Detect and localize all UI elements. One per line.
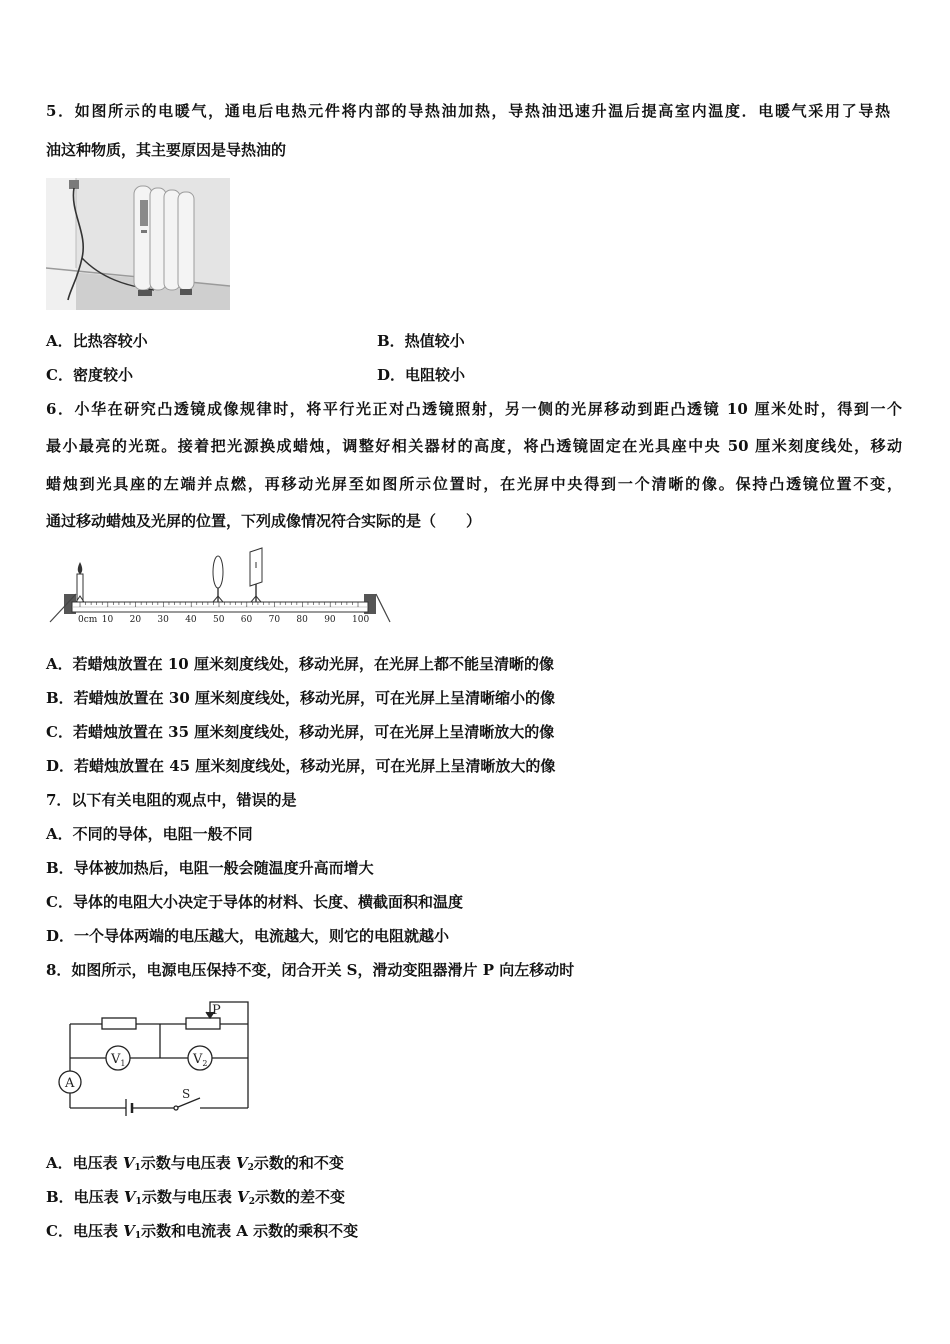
ruler-label: 70 [268, 615, 281, 625]
switch-label: S [182, 1087, 191, 1101]
ruler-label: 0cm [78, 615, 98, 625]
ruler-label: 50 [213, 615, 225, 625]
q8-option-c: C．电压表 $V_1$示数和电流表 A 示数的乘积不变 [46, 1222, 359, 1241]
ruler-label: 60 [240, 615, 253, 625]
q5-stem-line2: 油这种物质，其主要原因是导热油的 [46, 141, 287, 159]
ruler-label: 20 [129, 615, 142, 625]
q5-option-a: A．比热容较小 [46, 332, 148, 350]
q7-option-a: A．不同的导体，电阻一般不同 [46, 825, 253, 843]
ruler-label: 30 [157, 615, 169, 625]
q6-option-c: C．若蜡烛放置在 35 厘米刻度线处，移动光屏，可在光屏上呈清晰放大的像 [46, 723, 555, 741]
q8-option-a: A．电压表 $V_1$示数与电压表 $V_2$示数的和不变 [46, 1154, 344, 1173]
q5-option-c: C．密度较小 [46, 366, 133, 384]
optical-bench-figure [46, 544, 392, 630]
ammeter-label: A [65, 1076, 75, 1091]
q6-stem-line4: 通过移动蜡烛及光屏的位置，下列成像情况符合实际的是（ ） [46, 512, 482, 530]
q8-option-b: B．电压表 $V_1$示数与电压表 $V_2$示数的差不变 [46, 1188, 345, 1207]
q7-option-b: B．导体被加热后，电阻一般会随温度升高而增大 [46, 859, 374, 877]
q5-stem-line1: 5．如图所示的电暖气，通电后电热元件将内部的导热油加热，导热油迅速升温后提高室内温度．电暖气采用了导热 [46, 102, 890, 120]
ruler-label: 40 [185, 615, 197, 625]
q5-option-b: B．热值较小 [377, 332, 465, 350]
ruler-label: 90 [324, 615, 336, 625]
q6-option-b: B．若蜡烛放置在 30 厘米刻度线处，移动光屏，可在光屏上呈清晰缩小的像 [46, 689, 555, 707]
voltmeter-v1-label: $V_1$ [111, 1052, 126, 1068]
q8-stem: 8．如图所示，电源电压保持不变，闭合开关 S，滑动变阻器滑片 P 向左移动时 [46, 961, 575, 979]
circuit-diagram [54, 998, 254, 1116]
electric-heater-photo [46, 178, 230, 310]
q6-stem-line1: 6．小华在研究凸透镜成像规律时，将平行光正对凸透镜照射，另一侧的光屏移动到距凸透镜 10 厘米处时，得到一个 [46, 400, 902, 418]
q6-stem-line2: 最小最亮的光斑。接着把光源换成蜡烛，调整好相关器材的高度，将凸透镜固定在光具座中央 50 厘米刻度线处，移动 [46, 437, 902, 455]
q7-option-c: C．导体的电阻大小决定于导体的材料、长度、横截面积和温度 [46, 893, 463, 911]
q5-option-d: D．电阻较小 [377, 366, 466, 384]
ruler-label: 10 [101, 615, 114, 625]
q6-option-d: D．若蜡烛放置在 45 厘米刻度线处，移动光屏，可在光屏上呈清晰放大的像 [46, 757, 556, 775]
voltmeter-v2-label: $V_2$ [193, 1052, 208, 1068]
rheostat-slider-label: P [212, 1003, 221, 1018]
q7-stem: 7．以下有关电阻的观点中，错误的是 [46, 791, 297, 809]
ruler-label: 80 [296, 615, 308, 625]
q7-option-d: D．一个导体两端的电压越大，电流越大，则它的电阻就越小 [46, 927, 450, 945]
q6-option-a: A．若蜡烛放置在 10 厘米刻度线处，移动光屏，在光屏上都不能呈清晰的像 [46, 655, 554, 673]
q6-stem-line3: 蜡烛到光具座的左端并点燃，再移动光屏至如图所示位置时，在光屏中央得到一个清晰的像。保持凸透镜位置不变， [46, 475, 902, 493]
ruler-label: 100 [352, 615, 370, 625]
